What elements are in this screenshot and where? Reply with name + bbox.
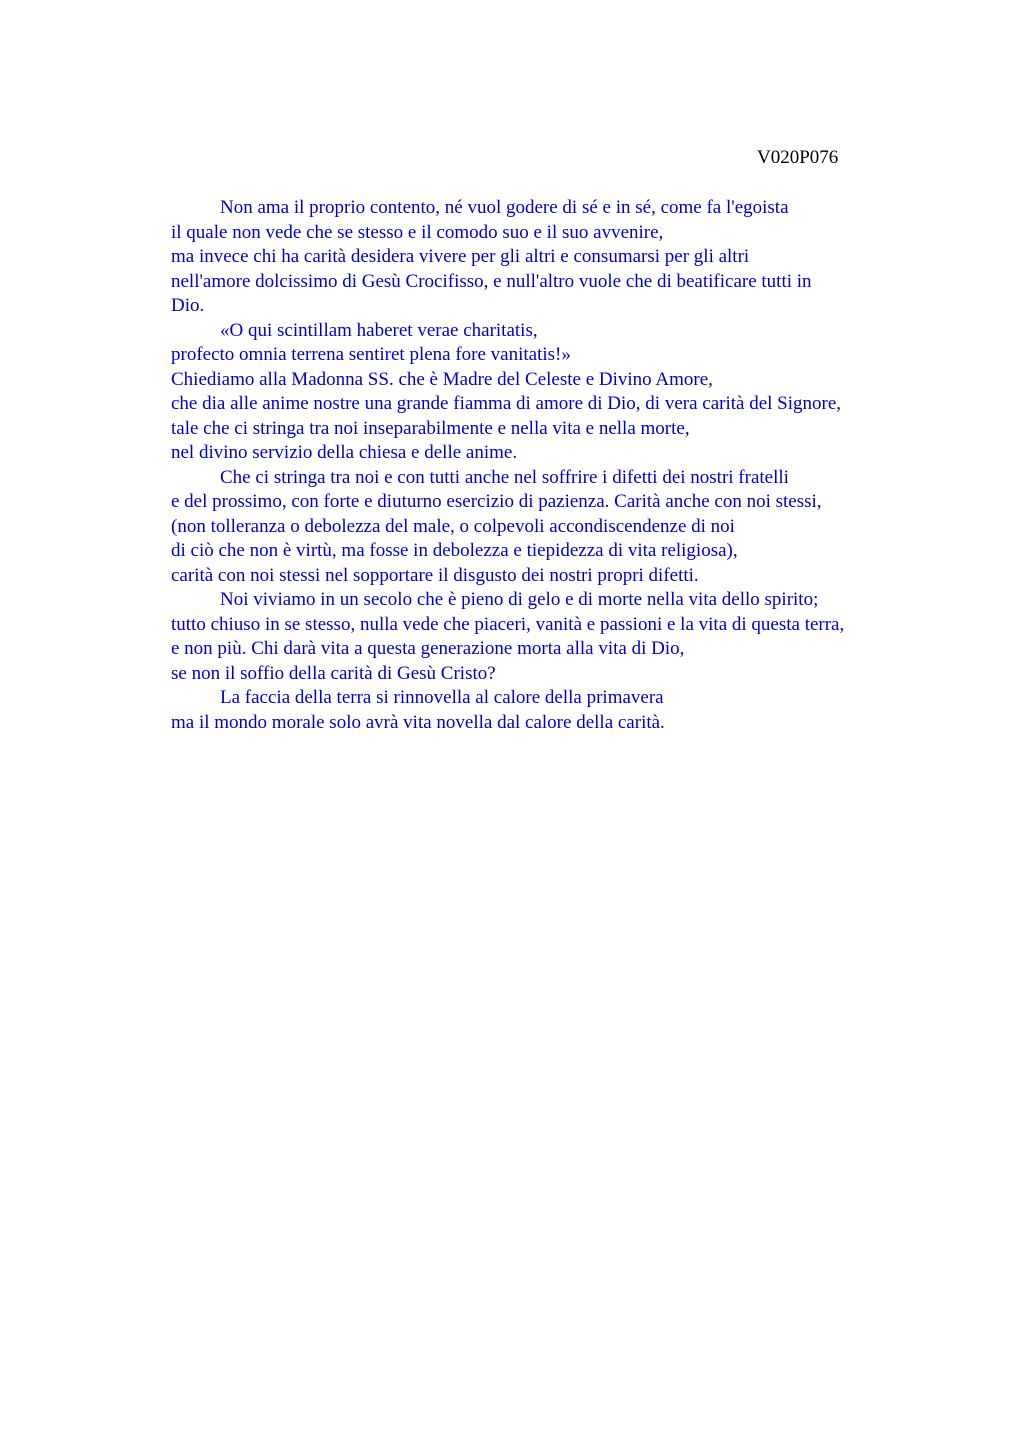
- text-line: se non il soffio della carità di Gesù Cristo?: [171, 662, 496, 684]
- text-line: che dia alle anime nostre una grande fiamma di amore di Dio, di vera carità del Signore,: [171, 393, 842, 414]
- text-line: (non tolleranza o debolezza del male, o colpevoli accondiscendenze di noi: [171, 515, 735, 537]
- text-line: il quale non vede che se stesso e il comodo suo e il suo avvenire,: [171, 221, 664, 243]
- text-line: e del prossimo, con forte e diuturno esercizio di pazienza. Carità anche con noi stessi,: [171, 491, 822, 512]
- page-reference: V020P076: [757, 147, 839, 168]
- text-line: Non ama il proprio contento, né vuol godere di sé e in sé, come fa l'egoista: [220, 197, 789, 218]
- text-line: carità con noi stessi nel sopportare il disgusto dei nostri propri difetti.: [171, 564, 699, 586]
- text-line: ma il mondo morale solo avrà vita novella dal calore della carità.: [171, 711, 665, 733]
- text-line: La faccia della terra si rinnovella al calore della primavera: [220, 687, 664, 708]
- text-line: Chiediamo alla Madonna SS. che è Madre del Celeste e Divino Amore,: [171, 368, 713, 390]
- text-line: «O qui scintillam haberet verae charitatis,: [220, 319, 538, 341]
- text-line: profecto omnia terrena sentiret plena fore vanitatis!»: [171, 344, 571, 365]
- text-line: tale che ci stringa tra noi inseparabilmente e nella vita e nella morte,: [171, 417, 690, 439]
- text-line: tutto chiuso in se stesso, nulla vede che piaceri, vanità e passioni e la vita di questa terra,: [171, 613, 845, 635]
- text-line: nell'amore dolcissimo di Gesù Crocifisso, e null'altro vuole che di beatificare tutti in: [171, 270, 812, 292]
- text-line: e non più. Chi darà vita a questa generazione morta alla vita di Dio,: [171, 638, 685, 659]
- text-line: Noi viviamo in un secolo che è pieno di gelo e di morte nella vita dello spirito;: [220, 589, 819, 610]
- document-body: [171, 196, 911, 735]
- text-line: di ciò che non è virtù, ma fosse in debolezza e tiepidezza di vita religiosa),: [171, 540, 738, 561]
- text-line: Che ci stringa tra noi e con tutti anche nel soffrire i difetti dei nostri fratelli: [220, 466, 789, 488]
- text-line: nel divino servizio della chiesa e delle anime.: [171, 442, 518, 463]
- text-line: ma invece chi ha carità desidera vivere per gli altri e consumarsi per gli altri: [171, 246, 750, 267]
- text-line: Dio.: [171, 295, 205, 316]
